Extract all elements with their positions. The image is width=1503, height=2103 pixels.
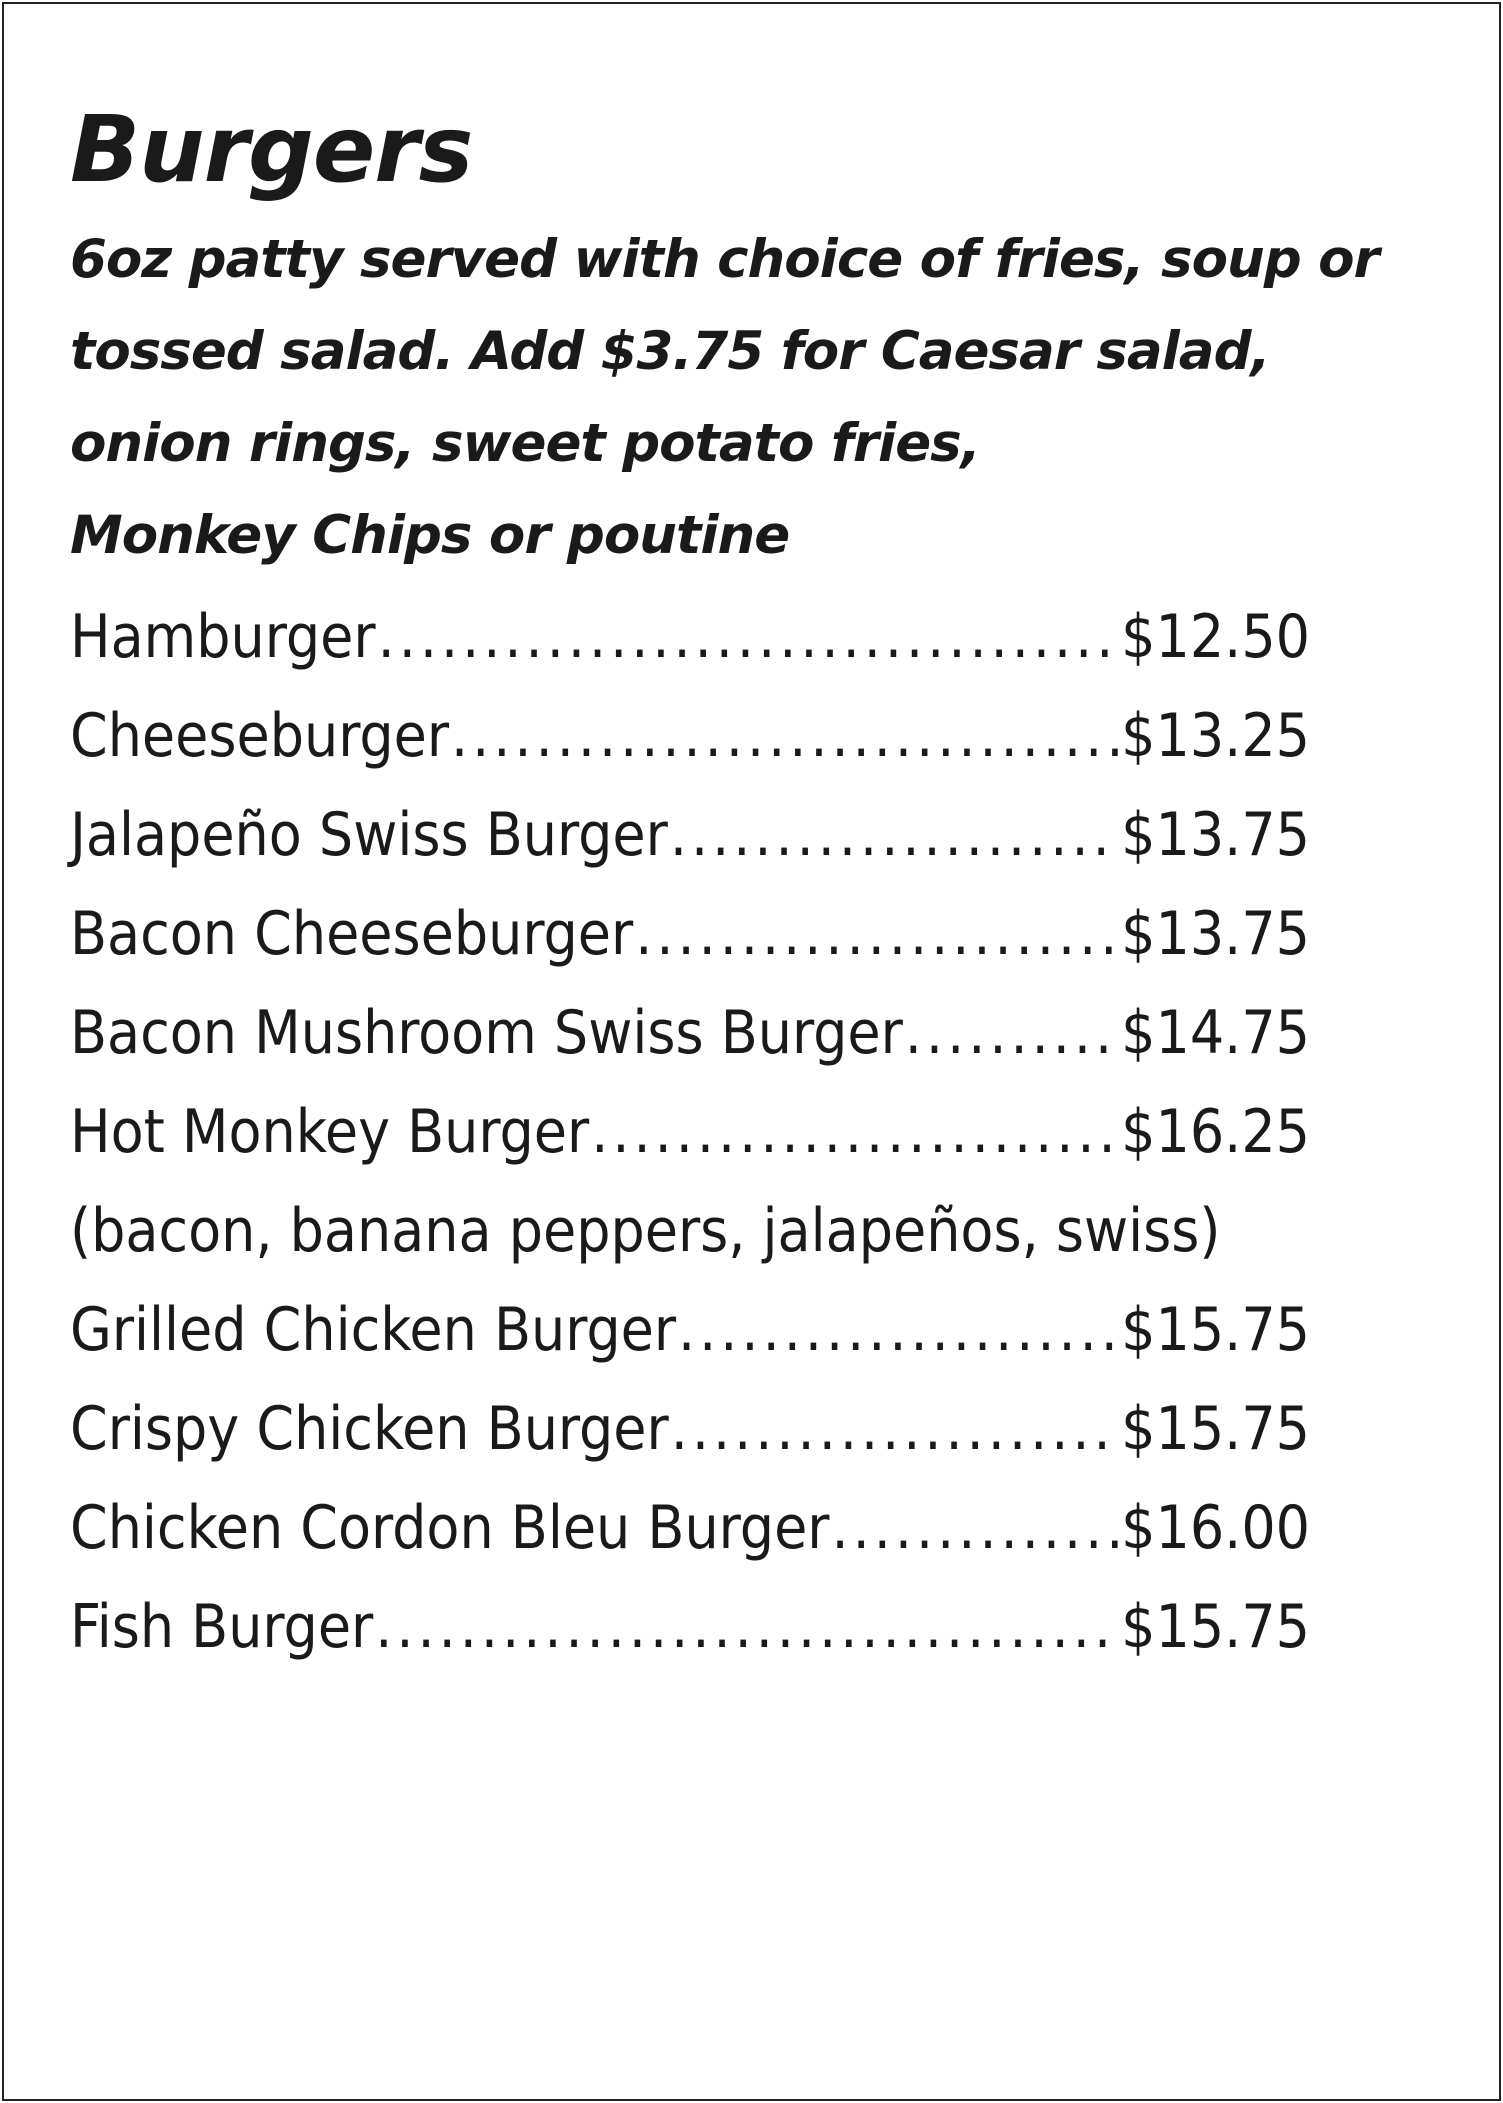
menu-page xyxy=(2,2,1501,2101)
menu-item-chicken-cordon-bleu-burger xyxy=(70,1479,1310,1578)
menu-item-name: Crispy Chicken Burger xyxy=(70,1394,669,1464)
menu-item-crispy-chicken-burger xyxy=(70,1380,1310,1479)
menu-item-name: Hamburger xyxy=(70,602,376,672)
menu-item-price: $13.75 xyxy=(1121,899,1310,969)
menu-item-name: Jalapeño Swiss Burger xyxy=(70,800,668,870)
menu-item-price: $15.75 xyxy=(1121,1394,1310,1464)
menu-item-price: $16.25 xyxy=(1121,1097,1310,1167)
dot-leader xyxy=(678,1281,1119,1380)
dot-leader xyxy=(671,1380,1119,1479)
description-line: tossed salad. Add $3.75 for Caesar salad, xyxy=(70,321,1270,382)
menu-item-name: Grilled Chicken Burger xyxy=(70,1295,677,1365)
menu-item-fish-burger xyxy=(70,1578,1310,1677)
menu-item-hamburger xyxy=(70,588,1310,687)
menu-item-grilled-chicken-burger xyxy=(70,1281,1310,1380)
dot-leader xyxy=(670,786,1119,885)
menu-item-name: Chicken Cordon Bleu Burger xyxy=(70,1493,830,1563)
menu-item-name: Hot Monkey Burger xyxy=(70,1097,590,1167)
dot-leader xyxy=(905,984,1119,1083)
menu-item-price: $13.75 xyxy=(1121,800,1310,870)
dot-leader xyxy=(451,687,1119,786)
menu-item-price: $15.75 xyxy=(1121,1295,1310,1365)
menu-item-name: Bacon Cheeseburger xyxy=(70,899,634,969)
menu-item-name: Cheeseburger xyxy=(70,701,450,771)
menu-item-name: Bacon Mushroom Swiss Burger xyxy=(70,998,903,1068)
menu-item-price: $15.75 xyxy=(1121,1592,1310,1662)
menu-section-description xyxy=(70,214,1450,582)
menu-item-price: $14.75 xyxy=(1121,998,1310,1068)
menu-item-cheeseburger xyxy=(70,687,1310,786)
menu-item-list xyxy=(70,588,1450,1677)
menu-content xyxy=(70,96,1450,1677)
menu-item-bacon-mushroom-swiss-burger xyxy=(70,984,1310,1083)
dot-leader xyxy=(375,1578,1119,1677)
menu-item-hot-monkey-burger xyxy=(70,1083,1310,1182)
description-line: onion rings, sweet potato fries, xyxy=(70,413,980,474)
menu-item-jalapeno-swiss-burger xyxy=(70,786,1310,885)
dot-leader xyxy=(635,885,1119,984)
dot-leader xyxy=(378,588,1120,687)
dot-leader xyxy=(591,1083,1119,1182)
menu-item-name: Fish Burger xyxy=(70,1592,374,1662)
menu-item-price: $16.00 xyxy=(1121,1493,1310,1563)
description-line: 6oz patty served with choice of fries, soup or xyxy=(70,229,1379,290)
menu-item-bacon-cheeseburger xyxy=(70,885,1310,984)
dot-leader xyxy=(831,1479,1119,1578)
description-line: Monkey Chips or poutine xyxy=(70,505,790,566)
menu-item-price: $12.50 xyxy=(1121,602,1310,672)
hot-monkey-burger-note: (bacon, banana peppers, jalapeños, swiss) xyxy=(70,1196,1221,1266)
menu-section-title: Burgers xyxy=(70,96,473,203)
menu-item-price: $13.25 xyxy=(1121,701,1310,771)
